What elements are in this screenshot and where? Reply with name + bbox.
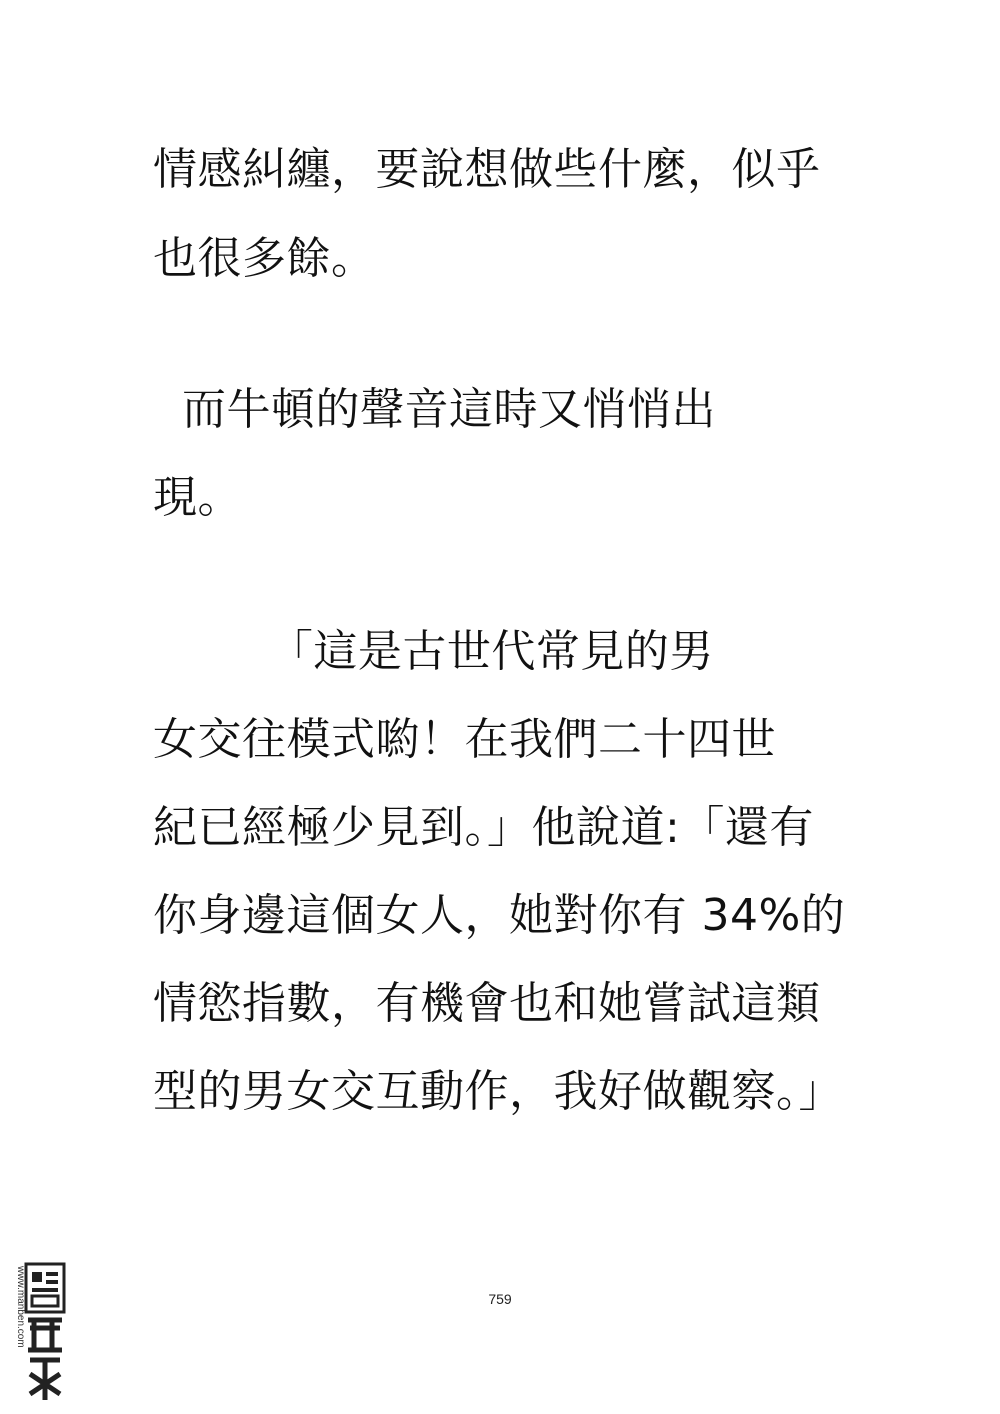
svg-text:www.manben.com: www.manben.com (15, 1266, 26, 1348)
text-line-7: 紀已經極少見到。」他說道:「還有 (153, 802, 814, 853)
text-line-2: 也很多餘。 (153, 233, 376, 284)
page-number: 759 (488, 1291, 512, 1307)
text-line-9: 情慾指數，有機會也和她嘗試這類 (153, 978, 821, 1029)
text-line-1: 情感糾纏，要說想做些什麼，似乎 (153, 144, 821, 195)
text-line-4: 現。 (153, 472, 242, 523)
watermark-logo (4, 1262, 68, 1404)
text-line-6: 女交往模式喲！在我們二十四世 (153, 714, 776, 765)
text-line-3: 而牛頓的聲音這時又悄悄出 (153, 384, 716, 435)
text-line-8: 你身邊這個女人，她對你有 34%的 (153, 890, 846, 941)
text-line-5: 「這是古世代常見的男 (153, 626, 714, 677)
text-line-10: 型的男女交互動作，我好做觀察。」 (153, 1066, 843, 1117)
